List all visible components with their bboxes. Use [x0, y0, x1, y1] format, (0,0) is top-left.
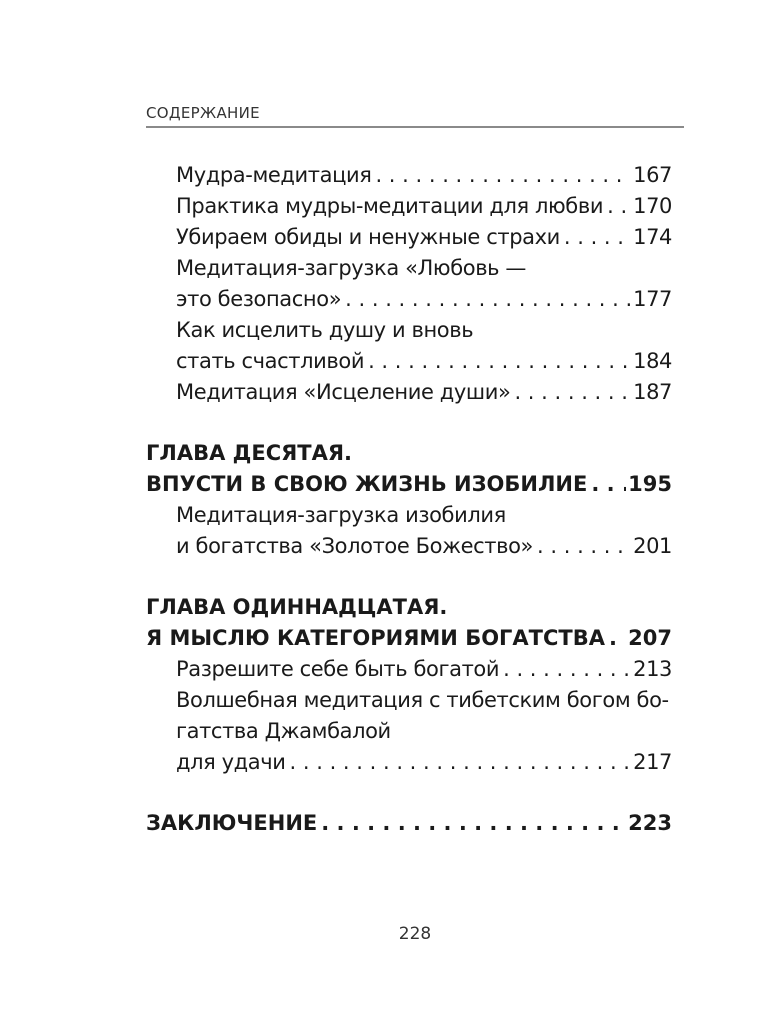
table-of-contents — [146, 160, 672, 839]
toc-entry-page: 174 — [633, 225, 672, 249]
toc-entry — [146, 160, 672, 191]
running-header: СОДЕРЖАНИЕ — [146, 104, 260, 122]
toc-entry-title-line: для удачи — [176, 750, 286, 774]
toc-entry-title-line: Медитация-загрузка «Любовь — — [176, 256, 527, 280]
toc-entry — [146, 685, 672, 778]
toc-entry-title-line: Как исцелить душу и вновь — [176, 318, 474, 342]
toc-entry — [146, 191, 672, 222]
toc-entry — [146, 253, 672, 315]
toc-entry — [146, 500, 672, 562]
toc-entry-page: 213 — [633, 657, 672, 681]
dot-leader — [537, 531, 631, 562]
chapter-page: 207 — [628, 626, 672, 650]
toc-entry — [146, 222, 672, 253]
toc-entry-page: 201 — [633, 534, 672, 558]
toc-entry-title: Разрешите себе быть богатой — [176, 657, 500, 681]
toc-entry-title-line: стать счастливой — [176, 349, 365, 373]
dot-leader — [591, 469, 626, 500]
page-number: 228 — [398, 924, 432, 944]
toc-entry-title: Практика мудры-медитации для любви — [176, 194, 604, 218]
toc-entry-title-line: это безопасно» — [176, 287, 342, 311]
chapter-page: 223 — [628, 811, 672, 835]
header-rule — [146, 126, 684, 128]
dot-leader — [345, 284, 631, 315]
dot-leader — [368, 346, 631, 377]
toc-entry — [146, 315, 672, 377]
dot-leader — [564, 222, 631, 253]
toc-entry-page: 167 — [633, 163, 672, 187]
dot-leader — [514, 377, 631, 408]
chapter-page: 195 — [628, 472, 672, 496]
dot-leader — [290, 747, 632, 778]
toc-entry-title-line: Волшебная медитация с тибетским богом бо- — [176, 688, 669, 712]
dot-leader — [321, 808, 626, 839]
toc-entry-page: 177 — [633, 287, 672, 311]
dot-leader — [607, 191, 631, 222]
chapter-label: ГЛАВА ДЕСЯТАЯ. — [146, 441, 353, 465]
toc-entry-title-line: гатства Джамбалой — [176, 719, 391, 743]
chapter-title: ЗАКЛЮЧЕНИЕ — [146, 811, 318, 835]
dot-leader — [503, 654, 631, 685]
toc-entry-title-line: Медитация-загрузка изобилия — [176, 503, 506, 527]
chapter-label: ГЛАВА ОДИННАДЦАТАЯ. — [146, 595, 448, 619]
toc-entry-title-line: и богатства «Золотое Божество» — [176, 534, 534, 558]
dot-leader — [375, 160, 631, 191]
toc-entry-title: Мудра-медитация — [176, 163, 372, 187]
toc-entry-page: 184 — [633, 349, 672, 373]
toc-entry-page: 217 — [633, 750, 672, 774]
chapter-block — [146, 592, 672, 778]
chapter-title: ВПУСТИ В СВОЮ ЖИЗНЬ ИЗОБИЛИЕ — [146, 472, 588, 496]
chapter-block — [146, 808, 672, 839]
chapter-block — [146, 438, 672, 562]
toc-entry — [146, 654, 672, 685]
toc-entry-page: 170 — [633, 194, 672, 218]
dot-leader — [609, 623, 626, 654]
chapter-title: Я МЫСЛЮ КАТЕГОРИЯМИ БОГАТСТВА — [146, 626, 606, 650]
toc-entry-page: 187 — [633, 380, 672, 404]
toc-entry — [146, 377, 672, 408]
toc-entry-title: Убираем обиды и ненужные страхи — [176, 225, 560, 249]
toc-entry-title: Медитация «Исцеление души» — [176, 380, 511, 404]
